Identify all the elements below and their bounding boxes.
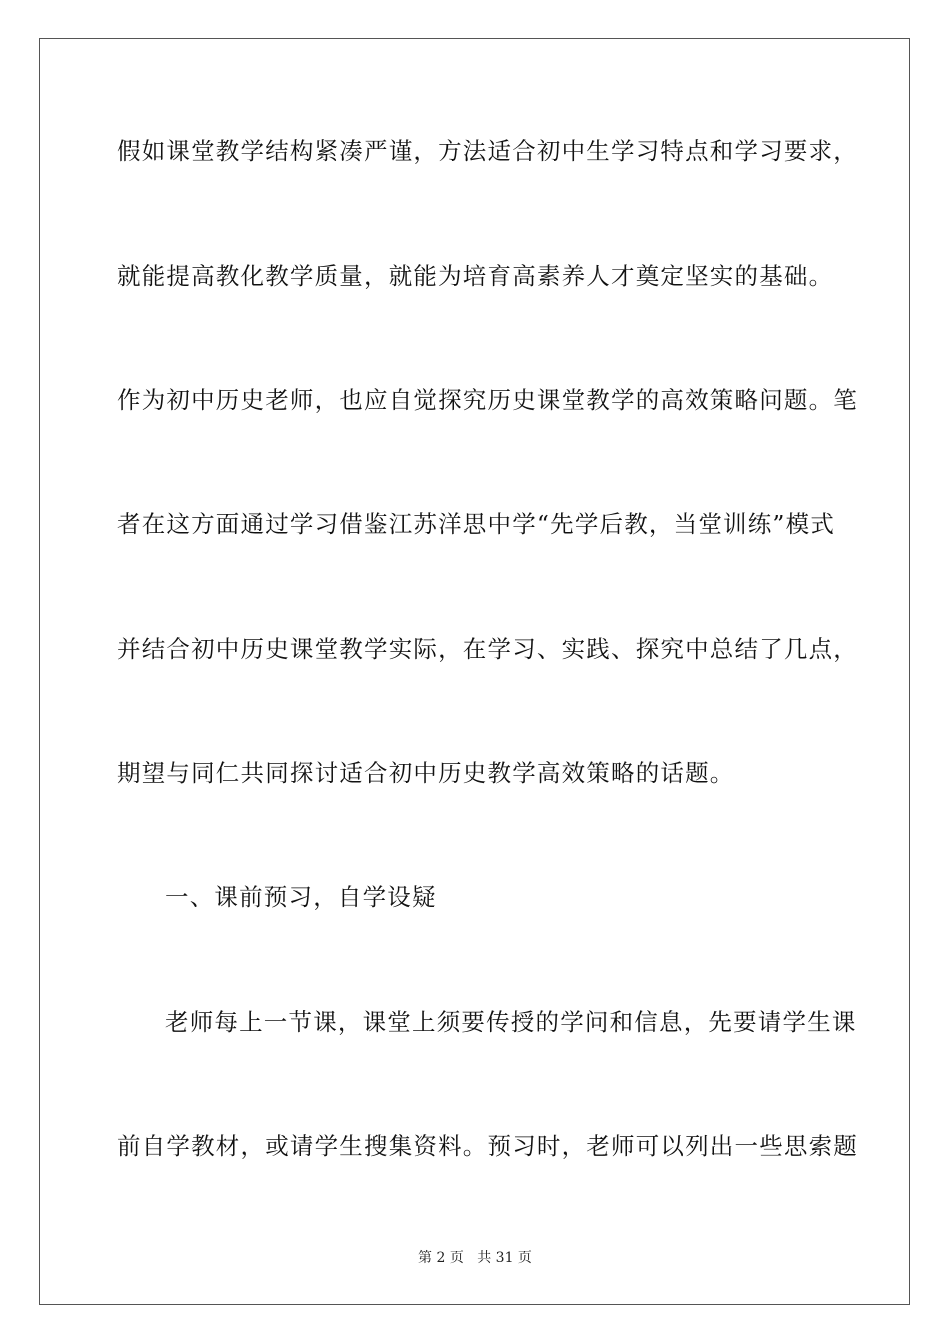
body-line-7: 老师每上一节课，课堂上须要传授的学问和信息，先要请学生课 bbox=[165, 1008, 857, 1036]
body-line-6: 期望与同仁共同探讨适合初中历史教学高效策略的话题。 bbox=[117, 759, 735, 787]
body-line-2: 就能提高教化教学质量，就能为培育高素养人才奠定坚实的基础。 bbox=[117, 262, 834, 290]
page-footer bbox=[0, 1247, 950, 1267]
body-line-8: 前自学教材，或请学生搜集资料。预习时，老师可以列出一些思索题 bbox=[117, 1132, 858, 1160]
body-line-4: 者在这方面通过学习借鉴江苏洋思中学“先学后教，当堂训练”模式 bbox=[117, 510, 836, 538]
body-line-3: 作为初中历史老师，也应自觉探究历史课堂教学的高效策略问题。笔 bbox=[117, 386, 858, 414]
body-line-1: 假如课堂教学结构紧凑严谨，方法适合初中生学习特点和学习要求， bbox=[117, 137, 858, 165]
page-border bbox=[39, 38, 910, 1305]
body-line-5: 并结合初中历史课堂教学实际，在学习、实践、探究中总结了几点， bbox=[117, 635, 858, 663]
page-total: 共 31 页 bbox=[477, 1250, 532, 1266]
page-number: 第 2 页 bbox=[418, 1250, 464, 1266]
section-heading: 一、课前预习，自学设疑 bbox=[165, 883, 437, 911]
